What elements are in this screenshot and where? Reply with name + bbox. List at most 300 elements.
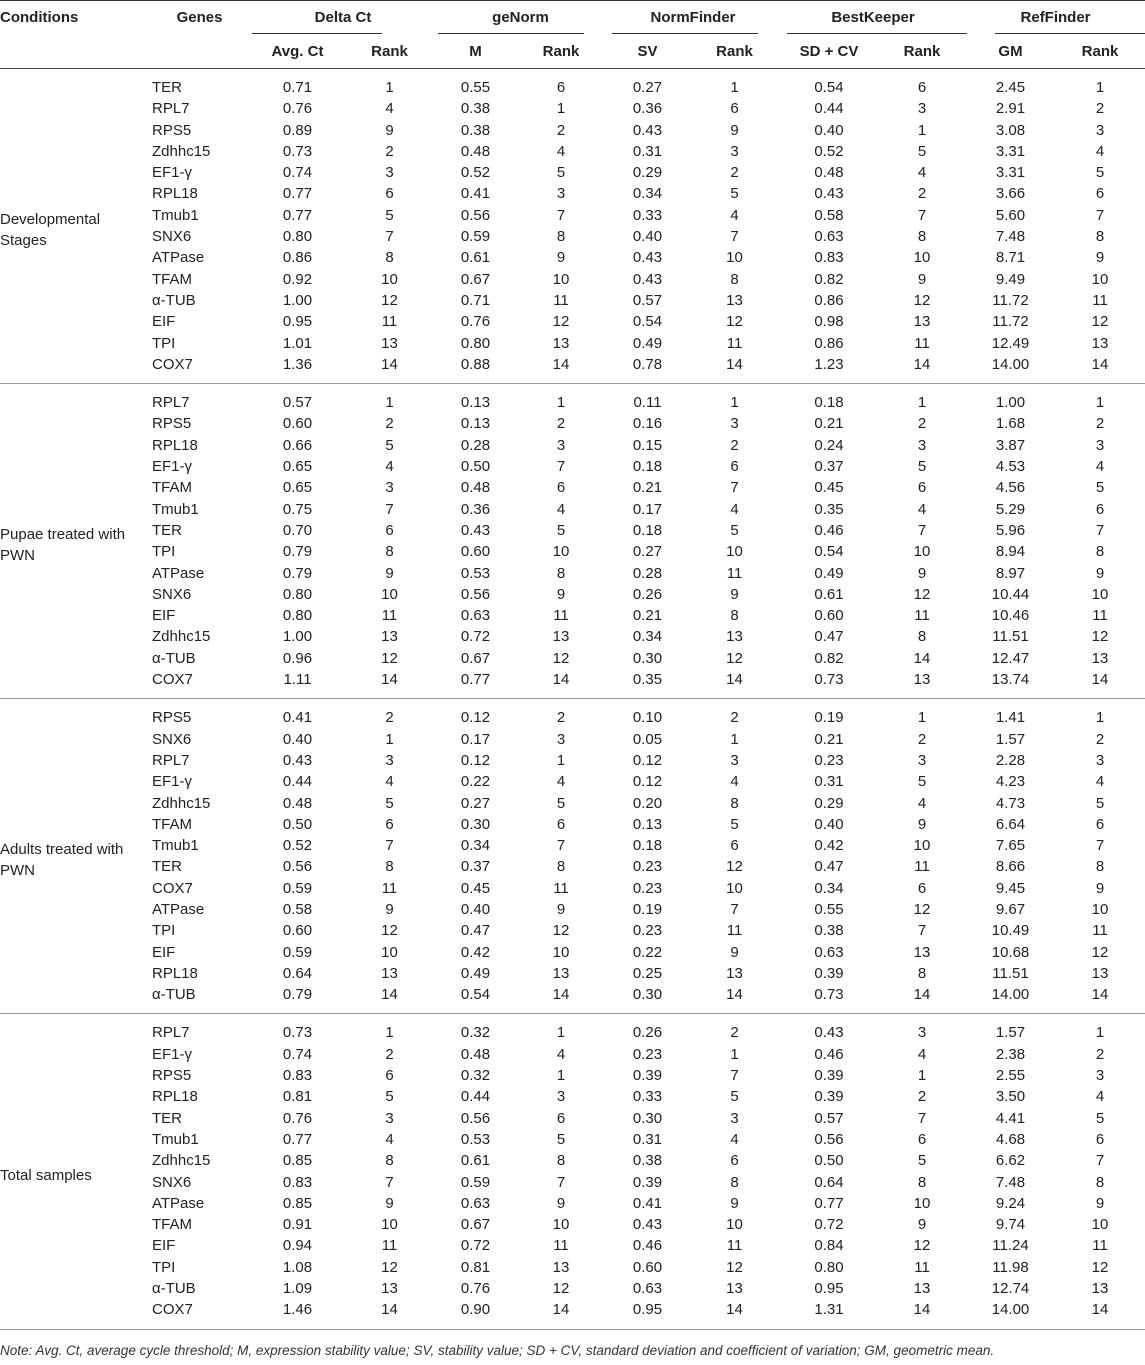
value-cell: 0.23 bbox=[632, 879, 663, 897]
value-cell: 0.65 bbox=[282, 479, 313, 497]
value-cell: 9 bbox=[917, 1216, 927, 1234]
value-cell: 0.98 bbox=[814, 313, 844, 331]
value-cell: 0.36 bbox=[632, 100, 663, 118]
table-row bbox=[0, 247, 1145, 268]
value-cell: 14 bbox=[726, 986, 743, 1004]
value-cell: 0.46 bbox=[814, 1045, 844, 1063]
value-cell: 11.51 bbox=[992, 628, 1029, 646]
value-cell: 11 bbox=[553, 879, 569, 897]
value-cell: 13 bbox=[381, 964, 398, 982]
value-cell: 0.81 bbox=[282, 1088, 313, 1106]
value-cell: 7 bbox=[917, 206, 927, 224]
table-row bbox=[0, 226, 1145, 247]
value-cell: 10 bbox=[726, 249, 743, 267]
value-cell: 9 bbox=[917, 815, 927, 833]
value-cell: 4 bbox=[556, 142, 566, 160]
gene-name: RPS5 bbox=[152, 709, 192, 727]
value-cell: 7 bbox=[1095, 206, 1105, 224]
value-cell: 0.79 bbox=[282, 986, 313, 1004]
value-cell: 13 bbox=[1091, 334, 1109, 352]
value-cell: 0.60 bbox=[282, 415, 313, 433]
gene-name: RPS5 bbox=[152, 1067, 192, 1085]
value-cell: 0.48 bbox=[282, 794, 313, 812]
value-cell: 11 bbox=[381, 1237, 398, 1255]
value-cell: 0.18 bbox=[632, 521, 663, 539]
value-cell: 11 bbox=[914, 334, 930, 352]
subheader-gm: GM bbox=[998, 43, 1023, 61]
group-header-bestkeeper: BestKeeper bbox=[831, 9, 915, 27]
value-cell: 11 bbox=[1092, 607, 1108, 625]
value-cell: 13 bbox=[913, 313, 931, 331]
value-cell: 0.52 bbox=[460, 164, 491, 182]
value-cell: 8 bbox=[385, 1152, 394, 1170]
table-row bbox=[0, 311, 1145, 332]
value-cell: 13 bbox=[381, 1280, 398, 1298]
table-row bbox=[0, 541, 1145, 562]
value-cell: 0.12 bbox=[632, 751, 663, 769]
value-cell: 2 bbox=[556, 121, 566, 139]
subheader-rank: Rank bbox=[371, 43, 408, 61]
value-cell: 6 bbox=[556, 1109, 566, 1127]
value-cell: 9 bbox=[385, 1194, 394, 1212]
value-cell: 0.56 bbox=[460, 585, 491, 603]
value-cell: 9 bbox=[730, 121, 739, 139]
value-cell: 0.81 bbox=[460, 1258, 491, 1276]
value-cell: 6 bbox=[556, 815, 566, 833]
value-cell: 5 bbox=[385, 436, 394, 454]
value-cell: 3 bbox=[917, 1024, 927, 1042]
gene-name: Zdhhc15 bbox=[152, 1152, 211, 1170]
value-cell: 4.23 bbox=[995, 773, 1026, 791]
table-row bbox=[0, 354, 1145, 384]
value-cell: 0.40 bbox=[814, 815, 844, 833]
value-cell: 7 bbox=[1095, 837, 1105, 855]
value-cell: 9.24 bbox=[995, 1194, 1026, 1212]
gene-name: SNX6 bbox=[152, 730, 192, 748]
value-cell: 8 bbox=[556, 564, 566, 582]
condition-section bbox=[0, 1014, 1145, 1329]
gene-name: EIF bbox=[152, 607, 176, 625]
table-row bbox=[0, 1065, 1145, 1086]
value-cell: 12 bbox=[552, 313, 570, 331]
value-cell: 1 bbox=[917, 121, 927, 139]
value-cell: 8 bbox=[1095, 228, 1105, 246]
value-cell: 4.56 bbox=[995, 479, 1026, 497]
value-cell: 0.63 bbox=[460, 1194, 491, 1212]
value-cell: 13 bbox=[913, 671, 931, 689]
value-cell: 10 bbox=[1091, 1216, 1109, 1234]
value-cell: 3 bbox=[385, 164, 394, 182]
conditions-header: Conditions bbox=[0, 9, 79, 27]
gene-name: α-TUB bbox=[152, 291, 196, 309]
value-cell: 0.49 bbox=[632, 334, 663, 352]
value-cell: 14 bbox=[726, 355, 743, 373]
table-row bbox=[0, 1129, 1145, 1150]
value-cell: 2 bbox=[917, 1088, 927, 1106]
value-cell: 1.00 bbox=[282, 628, 313, 646]
value-cell: 0.48 bbox=[460, 1045, 491, 1063]
value-cell: 0.74 bbox=[282, 164, 313, 182]
value-cell: 1.68 bbox=[995, 415, 1026, 433]
value-cell: 0.57 bbox=[632, 291, 663, 309]
value-cell: 0.10 bbox=[632, 709, 663, 727]
gene-name: EF1-γ bbox=[152, 773, 193, 791]
value-cell: 0.77 bbox=[814, 1194, 844, 1212]
value-cell: 0.27 bbox=[632, 543, 663, 561]
gene-name: SNX6 bbox=[152, 1173, 192, 1191]
value-cell: 0.46 bbox=[632, 1237, 663, 1255]
value-cell: 0.71 bbox=[282, 79, 313, 96]
value-cell: 4 bbox=[917, 1045, 927, 1063]
value-cell: 0.65 bbox=[282, 458, 313, 476]
value-cell: 0.83 bbox=[282, 1067, 313, 1085]
gene-name: ATPase bbox=[152, 900, 205, 918]
value-cell: 0.56 bbox=[282, 858, 313, 876]
value-cell: 0.48 bbox=[460, 142, 491, 160]
gene-name: α-TUB bbox=[152, 986, 196, 1004]
value-cell: 12 bbox=[381, 922, 398, 940]
table-row bbox=[0, 290, 1145, 311]
value-cell: 0.21 bbox=[814, 730, 844, 748]
value-cell: 9.49 bbox=[995, 270, 1026, 288]
value-cell: 6 bbox=[385, 185, 394, 203]
value-cell: 8 bbox=[556, 858, 566, 876]
value-cell: 0.26 bbox=[632, 1024, 663, 1042]
value-cell: 0.28 bbox=[632, 564, 663, 582]
value-cell: 9 bbox=[1095, 879, 1105, 897]
value-cell: 12 bbox=[913, 900, 931, 918]
value-cell: 0.79 bbox=[282, 564, 313, 582]
value-cell: 10 bbox=[726, 1216, 743, 1234]
value-cell: 0.59 bbox=[282, 943, 313, 961]
value-cell: 0.21 bbox=[632, 479, 663, 497]
table-row bbox=[0, 942, 1145, 963]
condition-label: Adults treated with PWN bbox=[0, 840, 124, 880]
value-cell: 8 bbox=[917, 628, 927, 646]
table-row bbox=[0, 499, 1145, 520]
value-cell: 1 bbox=[1095, 1024, 1105, 1042]
value-cell: 8.71 bbox=[995, 249, 1026, 267]
value-cell: 14 bbox=[1091, 986, 1109, 1004]
value-cell: 11.24 bbox=[992, 1237, 1029, 1255]
value-cell: 12.49 bbox=[991, 334, 1030, 352]
value-cell: 0.38 bbox=[460, 100, 491, 118]
value-cell: 1 bbox=[730, 394, 739, 412]
value-cell: 0.43 bbox=[282, 751, 313, 769]
value-cell: 0.15 bbox=[632, 436, 663, 454]
value-cell: 0.95 bbox=[282, 313, 313, 331]
value-cell: 6 bbox=[730, 458, 739, 476]
table-footnote: Note: Avg. Ct, average cycle threshold; M, expression stability value; SV, stability value; SD + CV, standard deviation and coefficient of variation; GM, geometric mean. bbox=[0, 1343, 995, 1358]
value-cell: 0.17 bbox=[460, 730, 491, 748]
value-cell: 12 bbox=[552, 649, 570, 667]
value-cell: 6 bbox=[730, 837, 739, 855]
table-row bbox=[0, 899, 1145, 920]
value-cell: 0.34 bbox=[632, 628, 663, 646]
value-cell: 0.72 bbox=[460, 628, 491, 646]
value-cell: 1 bbox=[556, 394, 566, 412]
value-cell: 0.26 bbox=[632, 585, 663, 603]
table-row bbox=[0, 269, 1145, 290]
value-cell: 0.39 bbox=[632, 1173, 663, 1191]
value-cell: 5 bbox=[917, 142, 927, 160]
value-cell: 0.13 bbox=[632, 815, 663, 833]
value-cell: 9 bbox=[917, 564, 927, 582]
value-cell: 4 bbox=[385, 458, 394, 476]
value-cell: 1.57 bbox=[995, 1024, 1026, 1042]
value-cell: 0.67 bbox=[460, 649, 491, 667]
value-cell: 0.44 bbox=[460, 1088, 491, 1106]
value-cell: 6.64 bbox=[995, 815, 1026, 833]
value-cell: 9 bbox=[385, 900, 394, 918]
table-row bbox=[0, 69, 1145, 99]
value-cell: 12 bbox=[726, 858, 743, 876]
value-cell: 11 bbox=[381, 607, 398, 625]
table-row bbox=[0, 1014, 1145, 1044]
value-cell: 0.30 bbox=[632, 649, 663, 667]
value-cell: 9 bbox=[730, 585, 739, 603]
value-cell: 5 bbox=[730, 185, 739, 203]
value-cell: 0.31 bbox=[632, 142, 663, 160]
value-cell: 0.24 bbox=[814, 436, 844, 454]
value-cell: 0.27 bbox=[460, 794, 491, 812]
value-cell: 0.47 bbox=[814, 858, 844, 876]
value-cell: 3 bbox=[730, 751, 739, 769]
value-cell: 5.96 bbox=[995, 521, 1026, 539]
value-cell: 0.48 bbox=[460, 479, 491, 497]
gene-name: TER bbox=[152, 858, 182, 876]
value-cell: 8.97 bbox=[995, 564, 1026, 582]
value-cell: 6 bbox=[730, 100, 739, 118]
value-cell: 11 bbox=[381, 313, 398, 331]
value-cell: 8 bbox=[730, 794, 739, 812]
value-cell: 11 bbox=[726, 564, 743, 582]
value-cell: 10 bbox=[552, 270, 570, 288]
gene-name: TPI bbox=[152, 334, 176, 352]
gene-name: COX7 bbox=[152, 879, 193, 897]
value-cell: 7 bbox=[730, 900, 739, 918]
subheader-rank: Rank bbox=[716, 43, 753, 61]
value-cell: 8.94 bbox=[995, 543, 1026, 561]
value-cell: 0.63 bbox=[814, 228, 844, 246]
value-cell: 10.68 bbox=[991, 943, 1030, 961]
table-row bbox=[0, 814, 1145, 835]
value-cell: 9 bbox=[730, 943, 739, 961]
value-cell: 3 bbox=[917, 100, 927, 118]
gene-name: TFAM bbox=[152, 1216, 192, 1234]
value-cell: 13 bbox=[913, 943, 931, 961]
value-cell: 0.35 bbox=[814, 500, 844, 518]
value-cell: 2.55 bbox=[995, 1067, 1026, 1085]
value-cell: 0.27 bbox=[632, 79, 663, 96]
value-cell: 6 bbox=[1095, 500, 1105, 518]
value-cell: 4 bbox=[385, 100, 394, 118]
value-cell: 0.37 bbox=[460, 858, 491, 876]
value-cell: 0.79 bbox=[282, 543, 313, 561]
value-cell: 14 bbox=[1091, 671, 1109, 689]
value-cell: 13 bbox=[381, 334, 398, 352]
value-cell: 9 bbox=[1095, 249, 1105, 267]
value-cell: 12.47 bbox=[991, 649, 1030, 667]
value-cell: 3 bbox=[1095, 436, 1105, 454]
value-cell: 0.77 bbox=[282, 206, 313, 224]
value-cell: 7 bbox=[730, 228, 739, 246]
table-row bbox=[0, 771, 1145, 792]
value-cell: 9.45 bbox=[995, 879, 1026, 897]
value-cell: 5 bbox=[917, 1152, 927, 1170]
value-cell: 0.76 bbox=[460, 313, 491, 331]
value-cell: 5 bbox=[730, 815, 739, 833]
table-row bbox=[0, 1235, 1145, 1256]
gene-name: COX7 bbox=[152, 1301, 193, 1319]
value-cell: 0.41 bbox=[632, 1194, 663, 1212]
value-cell: 7.65 bbox=[995, 837, 1026, 855]
gene-name: Tmub1 bbox=[152, 206, 199, 224]
value-cell: 1.00 bbox=[282, 291, 313, 309]
top-rule bbox=[0, 0, 1145, 1]
value-cell: 10 bbox=[913, 543, 931, 561]
value-cell: 5 bbox=[917, 773, 927, 791]
value-cell: 7 bbox=[917, 922, 927, 940]
value-cell: 10 bbox=[913, 1194, 931, 1212]
value-cell: 0.43 bbox=[814, 1024, 844, 1042]
value-cell: 0.83 bbox=[814, 249, 844, 267]
gene-name: EIF bbox=[152, 313, 176, 331]
value-cell: 10.44 bbox=[991, 585, 1030, 603]
value-cell: 0.21 bbox=[632, 607, 663, 625]
value-cell: 4 bbox=[917, 794, 927, 812]
value-cell: 7 bbox=[385, 228, 394, 246]
value-cell: 0.71 bbox=[460, 291, 491, 309]
value-cell: 1 bbox=[385, 1024, 394, 1042]
value-cell: 0.43 bbox=[632, 121, 663, 139]
value-cell: 0.36 bbox=[460, 500, 491, 518]
value-cell: 14 bbox=[726, 1301, 743, 1319]
value-cell: 10 bbox=[913, 837, 931, 855]
value-cell: 0.86 bbox=[814, 334, 844, 352]
value-cell: 1 bbox=[917, 394, 927, 412]
value-cell: 0.70 bbox=[282, 521, 313, 539]
value-cell: 3 bbox=[917, 751, 927, 769]
value-cell: 2 bbox=[1095, 415, 1105, 433]
value-cell: 13 bbox=[552, 1258, 570, 1276]
value-cell: 12 bbox=[1091, 1258, 1109, 1276]
table-row bbox=[0, 205, 1145, 226]
value-cell: 8 bbox=[730, 607, 739, 625]
value-cell: 0.39 bbox=[814, 1088, 844, 1106]
value-cell: 0.55 bbox=[460, 79, 491, 96]
value-cell: 9 bbox=[1095, 564, 1105, 582]
table-row bbox=[0, 120, 1145, 141]
gene-name: TPI bbox=[152, 1258, 176, 1276]
value-cell: 10 bbox=[726, 879, 743, 897]
value-cell: 1.08 bbox=[282, 1258, 313, 1276]
value-cell: 8 bbox=[385, 543, 394, 561]
value-cell: 14 bbox=[913, 355, 931, 373]
condition-label: Pupae treated with PWN bbox=[0, 525, 126, 565]
value-cell: 10 bbox=[552, 543, 570, 561]
value-cell: 5 bbox=[917, 458, 927, 476]
value-cell: 5.60 bbox=[995, 206, 1026, 224]
table-row bbox=[0, 626, 1145, 647]
value-cell: 10 bbox=[1091, 270, 1109, 288]
value-cell: 0.43 bbox=[632, 270, 663, 288]
value-cell: 0.33 bbox=[632, 1088, 663, 1106]
value-cell: 0.39 bbox=[814, 1067, 844, 1085]
value-cell: 12 bbox=[381, 291, 398, 309]
value-cell: 6 bbox=[385, 815, 394, 833]
value-cell: 0.18 bbox=[632, 837, 663, 855]
value-cell: 0.63 bbox=[814, 943, 844, 961]
value-cell: 0.95 bbox=[814, 1280, 844, 1298]
value-cell: 0.88 bbox=[460, 355, 491, 373]
value-cell: 8 bbox=[730, 270, 739, 288]
value-cell: 12 bbox=[1091, 628, 1109, 646]
value-cell: 0.73 bbox=[814, 986, 844, 1004]
value-cell: 6 bbox=[730, 1152, 739, 1170]
value-cell: 6.62 bbox=[995, 1152, 1026, 1170]
value-cell: 9 bbox=[556, 1194, 566, 1212]
value-cell: 4.68 bbox=[995, 1130, 1026, 1148]
value-cell: 9 bbox=[917, 270, 927, 288]
table-row bbox=[0, 477, 1145, 498]
value-cell: 2.45 bbox=[995, 79, 1026, 96]
value-cell: 1.31 bbox=[814, 1301, 844, 1319]
value-cell: 1.41 bbox=[995, 709, 1026, 727]
value-cell: 6 bbox=[556, 79, 566, 96]
table-row bbox=[0, 1278, 1145, 1299]
value-cell: 1 bbox=[1095, 709, 1105, 727]
value-cell: 14.00 bbox=[991, 1301, 1030, 1319]
value-cell: 0.72 bbox=[814, 1216, 844, 1234]
value-cell: 0.29 bbox=[814, 794, 844, 812]
gene-name: TER bbox=[152, 521, 182, 539]
value-cell: 0.23 bbox=[632, 922, 663, 940]
table-row bbox=[0, 878, 1145, 899]
value-cell: 3 bbox=[730, 1109, 739, 1127]
value-cell: 8 bbox=[385, 249, 394, 267]
value-cell: 0.39 bbox=[814, 964, 844, 982]
gene-name: COX7 bbox=[152, 671, 193, 689]
value-cell: 0.20 bbox=[632, 794, 663, 812]
value-cell: 14 bbox=[552, 671, 570, 689]
value-cell: 0.31 bbox=[814, 773, 844, 791]
gene-name: EF1-γ bbox=[152, 458, 193, 476]
value-cell: 1.09 bbox=[282, 1280, 313, 1298]
value-cell: 6 bbox=[556, 479, 566, 497]
gene-name: TER bbox=[152, 79, 182, 96]
value-cell: 4.41 bbox=[995, 1109, 1026, 1127]
value-cell: 14.00 bbox=[991, 355, 1030, 373]
value-cell: 6 bbox=[1095, 1130, 1105, 1148]
value-cell: 14 bbox=[381, 355, 398, 373]
value-cell: 0.89 bbox=[282, 121, 313, 139]
value-cell: 0.23 bbox=[814, 751, 844, 769]
value-cell: 0.60 bbox=[632, 1258, 663, 1276]
value-cell: 3 bbox=[385, 751, 394, 769]
value-cell: 0.34 bbox=[814, 879, 844, 897]
value-cell: 12 bbox=[1091, 313, 1109, 331]
value-cell: 2 bbox=[730, 436, 739, 454]
value-cell: 10.49 bbox=[991, 922, 1030, 940]
value-cell: 11 bbox=[914, 858, 930, 876]
value-cell: 10 bbox=[1091, 900, 1109, 918]
table-row bbox=[0, 456, 1145, 477]
value-cell: 8 bbox=[730, 1173, 739, 1191]
value-cell: 3.08 bbox=[995, 121, 1026, 139]
table-row bbox=[0, 1257, 1145, 1278]
value-cell: 0.73 bbox=[814, 671, 844, 689]
